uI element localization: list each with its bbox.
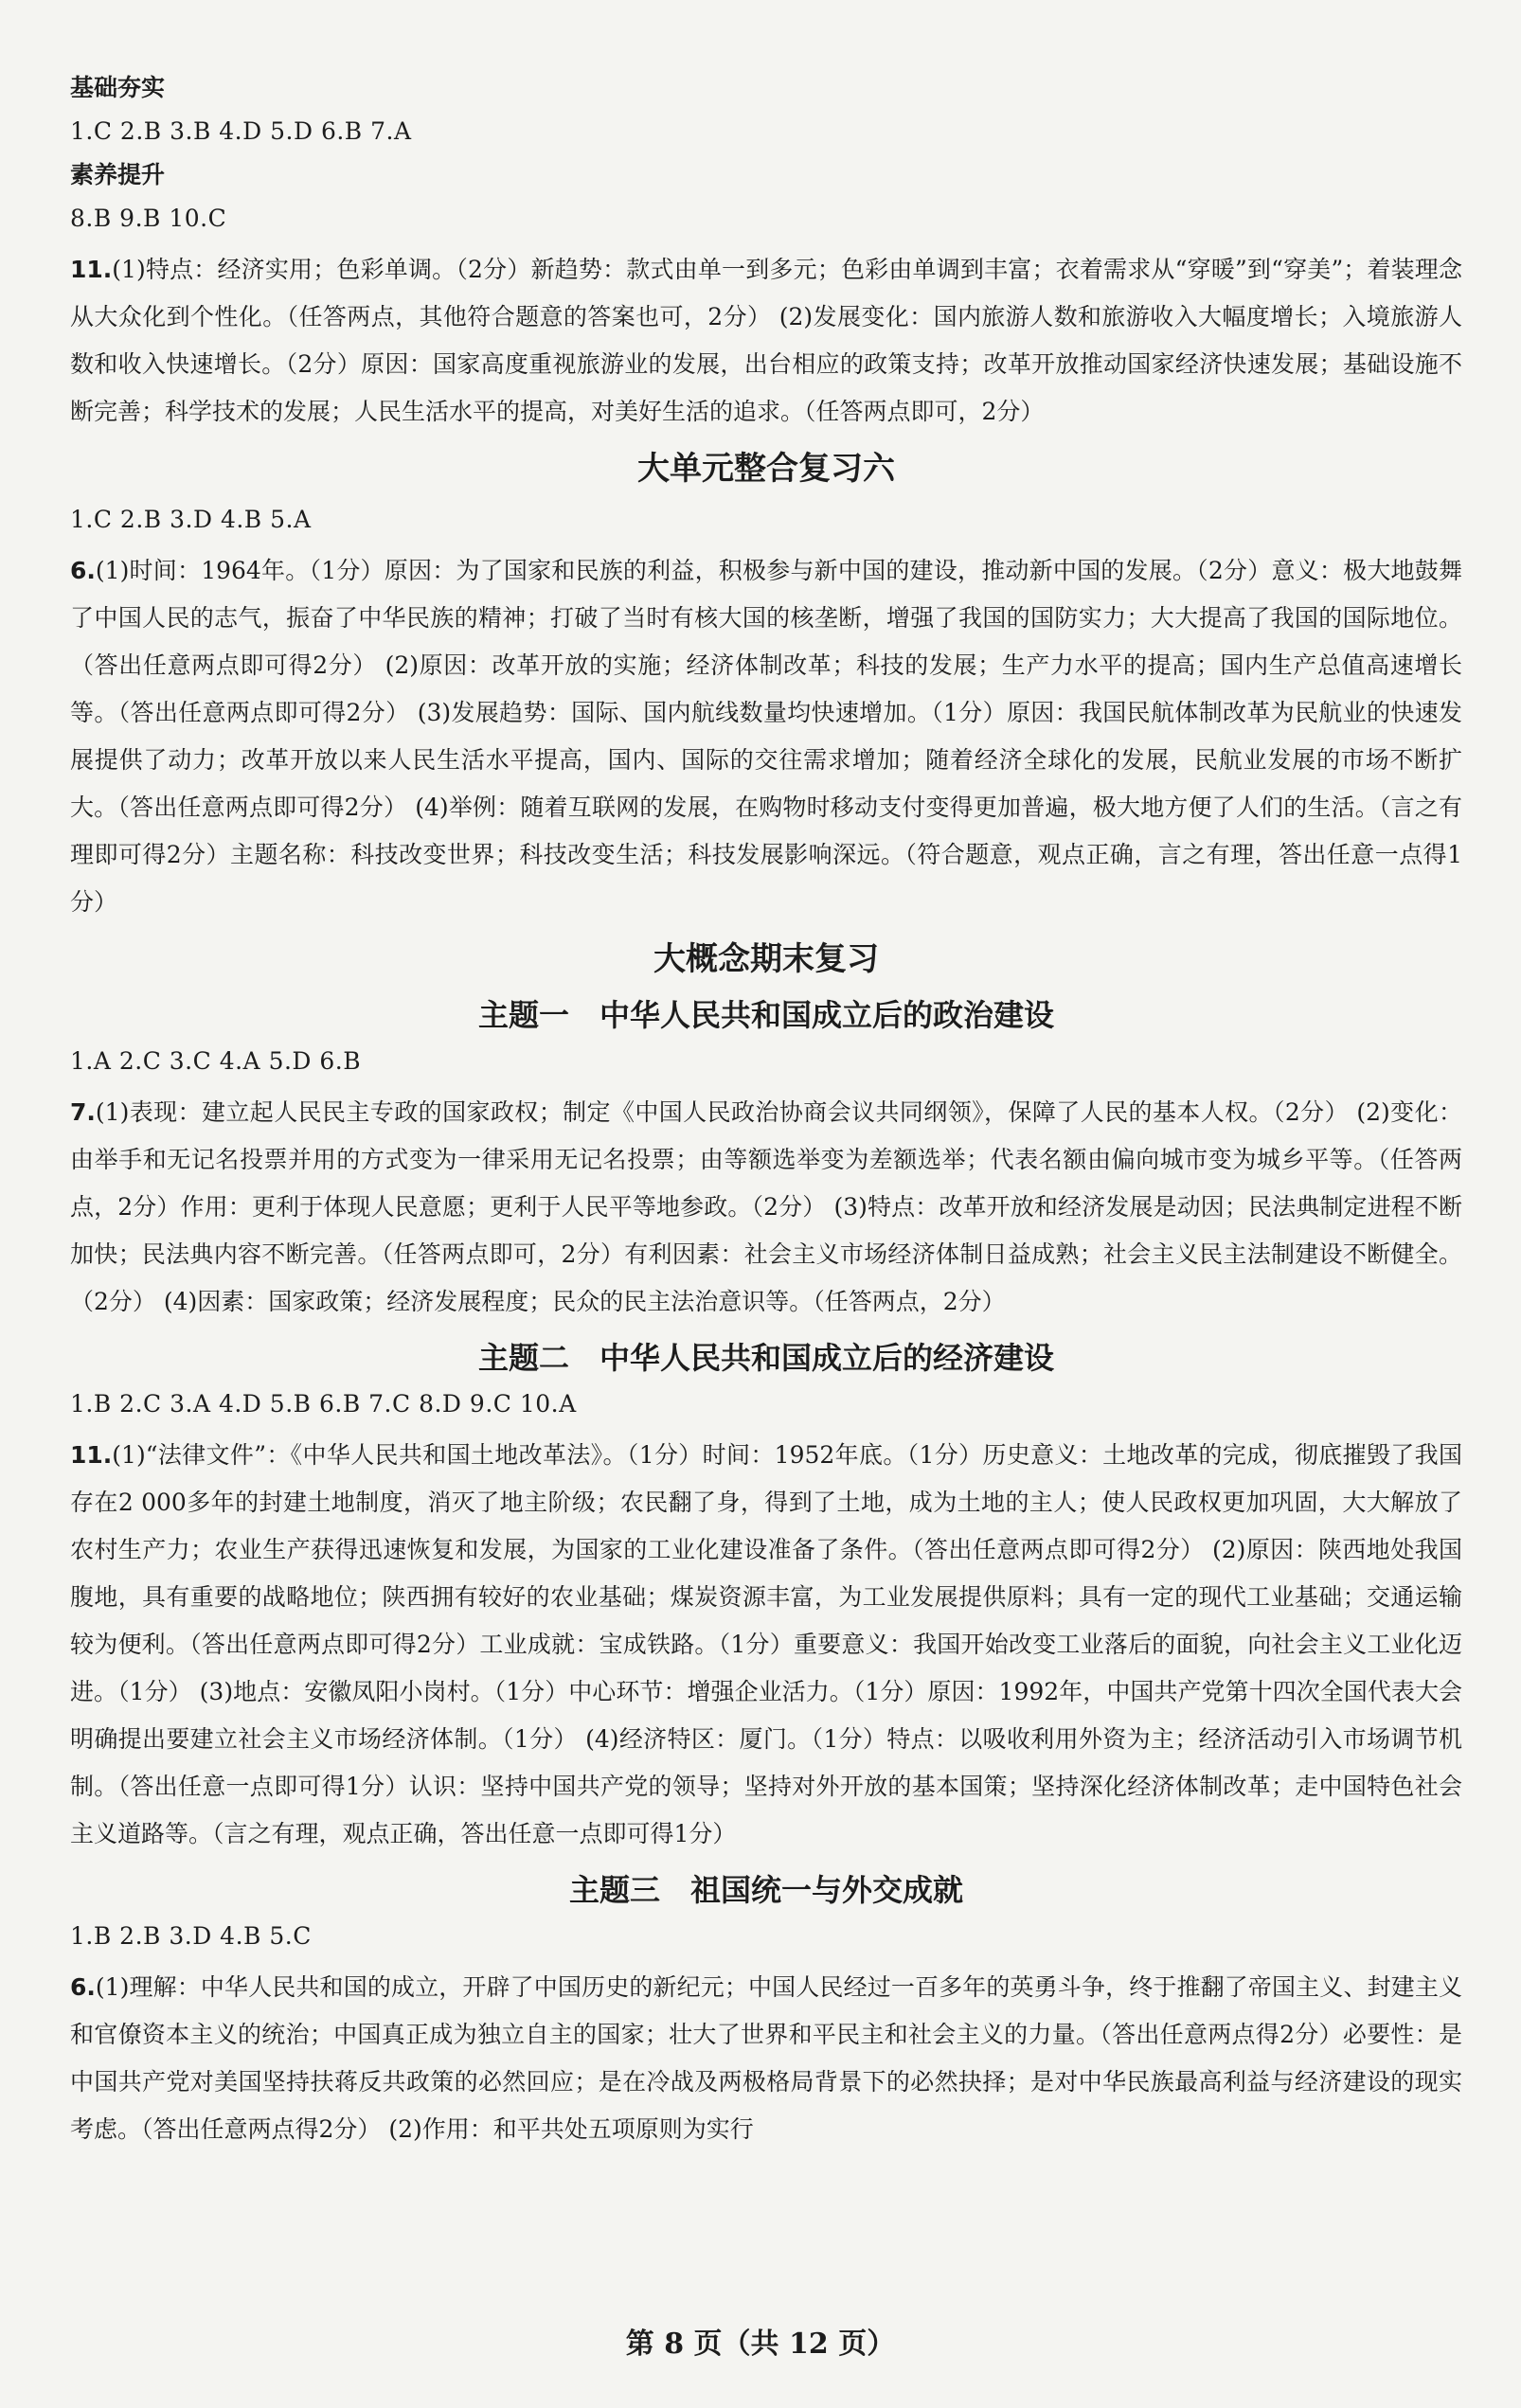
answer-key-basic: 1.C 2.B 3.B 4.D 5.D 6.B 7.A (70, 117, 412, 145)
section-heading-basic: 基础夯实 (70, 74, 166, 101)
question-number: 6. (70, 557, 96, 584)
topic3-question-6-answer (70, 1964, 1462, 2153)
unit6-question-6-answer (70, 547, 1462, 926)
answer-key-topic1: 1.A 2.C 3.C 4.A 5.D 6.B (70, 1047, 362, 1075)
question-11-answer (70, 246, 1462, 436)
question-number: 11. (70, 256, 113, 283)
answer-key-improve: 8.B 9.B 10.C (70, 205, 227, 232)
topic3-title: 主题三 祖国统一与外交成就 (568, 1872, 963, 1908)
question-text: (1)“法律文件”：《中华人民共和国土地改革法》。（1分）时间：1952年底。（1分）历史意义：土地改革的完成，彻底摧毁了我国存在2 000多年的封建土地制度，消灭了地主阶级；农民翻了身，得到了土地，成为土地的主人；使人民政权更加巩固，大大解放了农村生产力；农业生产获得迅速恢复和发展，为国家的工业化建设准备了条件。（答出任意两点即可得2分） (2)原因：陕西地处我国腹地，具有重要的战略地位；陕西拥有较好的农业基础；煤炭资源丰富，为工业发展提供原料；具有一定的现代工业基础；交通运输较为便利。（答出任意两点即可得2分）工业成就：宝成铁路。（1分）重要意义：我国开始改变工业落后的面貌，向社会主义工业化迈进。（1分） (3)地点：安徽凤阳小岗村。（1分）中心环节：增强企业活力。（1分）原因：1992年，中国共产党第十四次全国代表大会明确提出要建立社会主义市场经济体制。（1分） (4)经济特区：厦门。（1分）特点：以吸收利用外资为主；经济活动引入市场调节机制。（答出任意一点即可得1分）认识：坚持中国共产党的领导；坚持对外开放的基本国策；坚持深化经济体制改革；走中国特色社会主义道路等。（言之有理，观点正确，答出任意一点即可得1分） (70, 1441, 1462, 1847)
answer-key-topic2: 1.B 2.C 3.A 4.D 5.B 6.B 7.C 8.D 9.C 10.A (70, 1390, 577, 1418)
question-number: 6. (70, 1973, 96, 2001)
section-title-unit6: 大单元整合复习六 (637, 450, 895, 488)
question-text: (1)时间：1964年。（1分）原因：为了国家和民族的利益，积极参与新中国的建设，推动新中国的发展。（2分）意义：极大地鼓舞了中国人民的志气，振奋了中华民族的精神；打破了当时有核大国的核垄断，增强了我国的国防实力；大大提高了我国的国际地位。（答出任意两点即可得2分） (2)原因：改革开放的实施；经济体制改革；科技的发展；生产力水平的提高；国内生产总值高速增长等。（答出任意两点即可得2分） (3)发展趋势：国际、国内航线数量均快速增加。（1分）原因：我国民航体制改革为民航业的快速发展提供了动力；改革开放以来人民生活水平提高，国内、国际的交往需求增加；随着经济全球化的发展，民航业发展的市场不断扩大。（答出任意两点即可得2分） (4)举例：随着互联网的发展，在购物时移动支付变得更加普遍，极大地方便了人们的生活。（言之有理即可得2分）主题名称：科技改变世界；科技改变生活；科技发展影响深远。（符合题意，观点正确，言之有理，答出任意一点得1分） (70, 557, 1462, 916)
topic1-question-7-answer (70, 1089, 1462, 1326)
topic2-question-11-answer (70, 1432, 1462, 1858)
section-title-final-review: 大概念期末复习 (653, 940, 879, 978)
section-heading-improve: 素养提升 (70, 161, 166, 188)
answer-key-topic3: 1.B 2.B 3.D 4.B 5.C (70, 1922, 312, 1950)
topic1-title: 主题一 中华人民共和国成立后的政治建设 (477, 997, 1054, 1033)
page-content (70, 68, 1462, 2161)
topic2-title: 主题二 中华人民共和国成立后的经济建设 (477, 1340, 1054, 1376)
question-text: (1)特点：经济实用；色彩单调。（2分）新趋势：款式由单一到多元；色彩由单调到丰富；衣着需求从“穿暖”到“穿美”；着装理念从大众化到个性化。（任答两点，其他符合题意的答案也可，2分） (2)发展变化：国内旅游人数和旅游收入大幅度增长；入境旅游人数和收入快速增长。（2分）原因：国家高度重视旅游业的发展，出台相应的政策支持；改革开放推动国家经济快速发展；基础设施不断完善；科学技术的发展；人民生活水平的提高，对美好生活的追求。（任答两点即可，2分） (70, 256, 1462, 425)
question-text: (1)表现：建立起人民民主专政的国家政权；制定《中国人民政治协商会议共同纲领》，保障了人民的基本人权。（2分） (2)变化：由举手和无记名投票并用的方式变为一律采用无记名投票；由等额选举变为差额选举；代表名额由偏向城市变为城乡平等。（任答两点，2分）作用：更利于体现人民意愿；更利于人民平等地参政。（2分） (3)特点：改革开放和经济发展是动因；民法典制定进程不断加快；民法典内容不断完善。（任答两点即可，2分）有利因素：社会主义市场经济体制日益成熟；社会主义民主法制建设不断健全。（2分） (4)因素：国家政策；经济发展程度；民众的民主法治意识等。（任答两点，2分） (70, 1098, 1462, 1315)
answer-key-unit6: 1.C 2.B 3.D 4.B 5.A (70, 506, 312, 533)
question-text: (1)理解：中华人民共和国的成立，开辟了中国历史的新纪元；中国人民经过一百多年的英勇斗争，终于推翻了帝国主义、封建主义和官僚资本主义的统治；中国真正成为独立自主的国家；壮大了世界和平民主和社会主义的力量。（答出任意两点得2分）必要性：是中国共产党对美国坚持扶蒋反共政策的必然回应；是在冷战及两极格局背景下的必然抉择；是对中华民族最高利益与经济建设的现实考虑。（答出任意两点得2分） (2)作用：和平共处五项原则为实行 (70, 1973, 1462, 2143)
question-number: 7. (70, 1098, 96, 1126)
question-number: 11. (70, 1441, 113, 1469)
page-number-footer: 第 8 页（共 12 页） (625, 2328, 896, 2361)
